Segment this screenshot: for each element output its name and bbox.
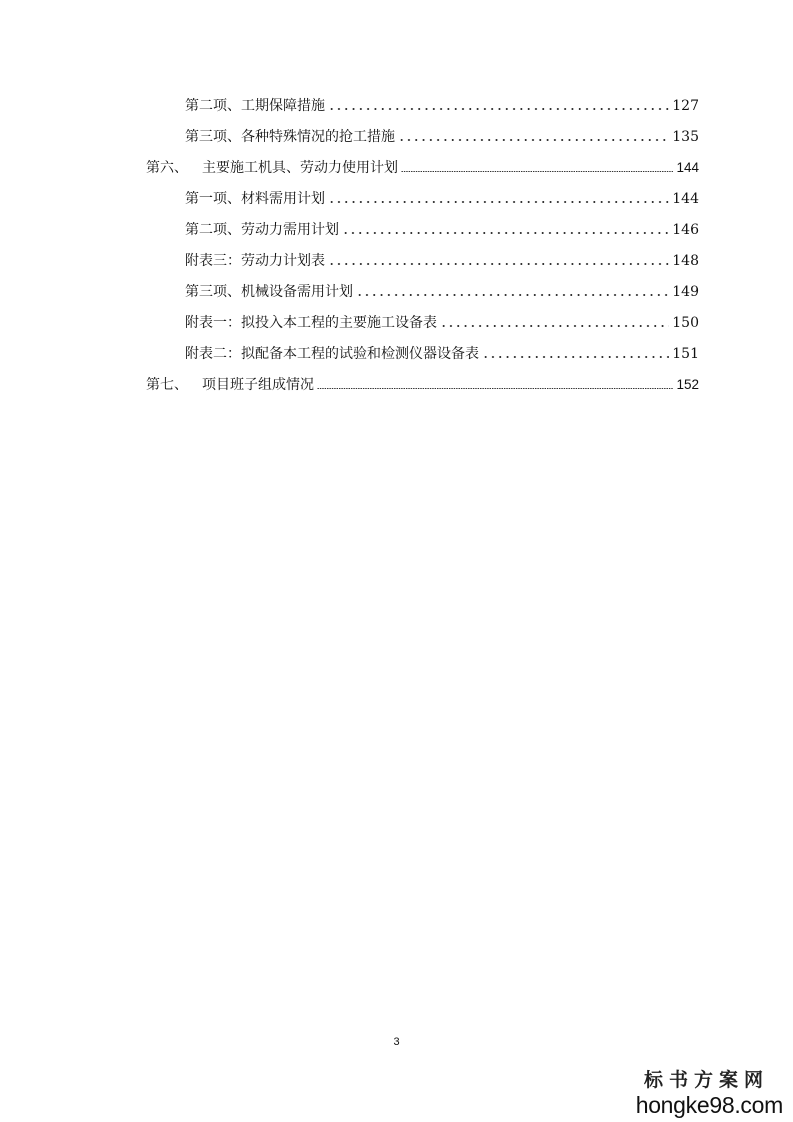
toc-entry-title: 第三项、各种特殊情况的抢工措施: [185, 129, 395, 145]
toc-leader-dots: [328, 200, 669, 204]
toc-leader-dots: [398, 138, 669, 142]
toc-leader-dots: [356, 293, 669, 297]
toc-entry-title: 附表三：劳动力计划表: [185, 253, 325, 269]
toc-entry-title: 第三项、机械设备需用计划: [185, 284, 353, 300]
toc-entry-page: 135: [672, 129, 699, 145]
page-number: 3: [393, 1036, 400, 1048]
toc-entry[interactable]: [185, 94, 699, 118]
toc-entry-title: 第二项、工期保障措施: [185, 98, 325, 114]
toc-entry-page: 149: [672, 284, 699, 300]
toc-entry-page: 146: [672, 222, 699, 238]
toc-entry[interactable]: [185, 280, 699, 304]
toc-entry-page: 144: [676, 160, 699, 175]
watermark-url-text: hongke98.com: [635, 1092, 783, 1118]
toc-entry-page: 151: [672, 346, 699, 362]
toc-leader-dots: [440, 324, 669, 328]
toc-leader-dots: [342, 231, 669, 235]
toc-entry-page: 150: [672, 315, 699, 331]
toc-entry-number: 第六、: [146, 160, 188, 176]
toc-entry-page: 144: [672, 191, 699, 207]
toc-leader-dots: [317, 387, 673, 390]
toc-leader-dots: [482, 355, 669, 359]
watermark-brand-text: 标书方案网: [643, 1069, 769, 1091]
watermark-logo: [593, 1068, 783, 1118]
toc-entry-title: 项目班子组成情况: [202, 377, 314, 393]
toc-entry-page: 127: [672, 98, 699, 114]
toc-entry-page: 148: [672, 253, 699, 269]
toc-leader-dots: [328, 107, 669, 111]
toc-entry[interactable]: [185, 249, 699, 273]
toc-entry[interactable]: [185, 187, 699, 211]
toc-entry[interactable]: [185, 311, 699, 335]
toc-leader-dots: [328, 262, 669, 266]
toc-entry[interactable]: [146, 373, 699, 397]
toc-entry-number: 第七、: [146, 377, 188, 393]
toc-entry[interactable]: [185, 218, 699, 242]
toc-entry-page: 152: [676, 377, 699, 392]
toc-entry-title: 附表一：拟投入本工程的主要施工设备表: [185, 315, 437, 331]
toc-entry-title: 主要施工机具、劳动力使用计划: [202, 160, 398, 176]
toc-entry-title: 第一项、材料需用计划: [185, 191, 325, 207]
toc-entry[interactable]: [185, 125, 699, 149]
toc-entry-title: 第二项、劳动力需用计划: [185, 222, 339, 238]
toc-entry[interactable]: [185, 342, 699, 366]
toc-entry[interactable]: [146, 156, 699, 180]
toc-leader-dots: [401, 170, 673, 173]
toc-entry-title: 附表二：拟配备本工程的试验和检测仪器设备表: [185, 346, 479, 362]
